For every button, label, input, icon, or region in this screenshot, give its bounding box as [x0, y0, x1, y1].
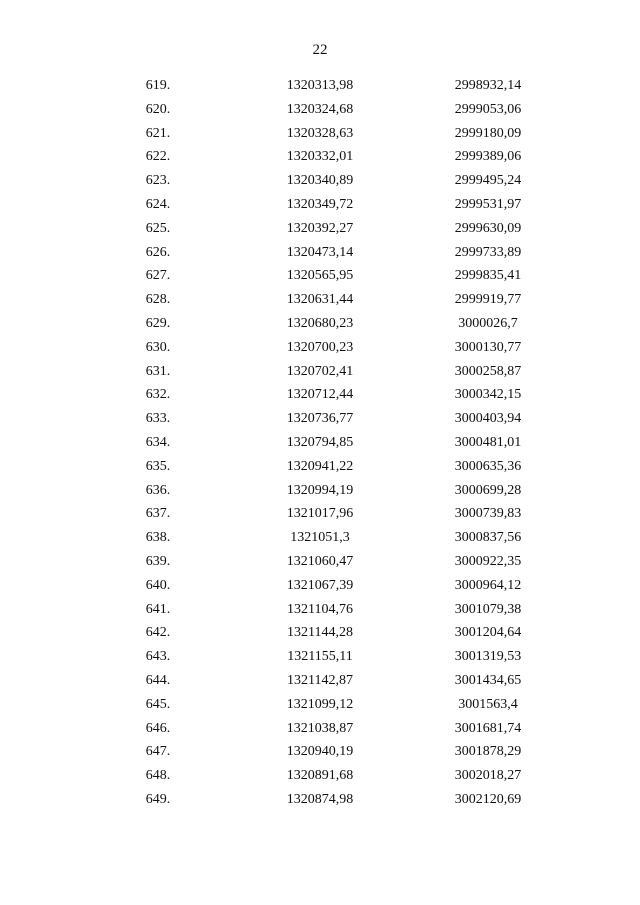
point-number: 622.	[145, 149, 171, 165]
point-number: 644.	[145, 672, 171, 688]
page-number: 22	[312, 42, 328, 58]
y-coordinate: 2999495,24	[454, 173, 522, 189]
y-coordinate: 2999733,89	[454, 244, 522, 260]
y-coordinate: 2998932,14	[454, 78, 522, 93]
x-coordinate: 1320700,23	[286, 339, 354, 355]
x-coordinate: 1321142,87	[287, 672, 353, 688]
x-coordinate: 1321104,76	[287, 601, 353, 617]
x-coordinate: 1321067,39	[286, 577, 354, 593]
y-coordinate: 3000922,35	[454, 553, 522, 569]
y-coordinate: 2999531,97	[454, 196, 522, 212]
x-coordinate: 1321060,47	[286, 553, 354, 569]
table-row	[0, 693, 640, 717]
table-row	[0, 360, 640, 384]
x-coordinate: 1320712,44	[286, 387, 354, 403]
y-coordinate: 3000026,7	[458, 315, 518, 331]
table-row	[0, 74, 640, 98]
coordinate-table	[0, 74, 640, 812]
y-coordinate: 2999630,09	[454, 220, 522, 236]
table-row	[0, 98, 640, 122]
point-number: 638.	[145, 530, 171, 546]
table-row	[0, 717, 640, 741]
table-row	[0, 336, 640, 360]
point-number: 649.	[145, 791, 171, 807]
x-coordinate: 1320631,44	[286, 292, 354, 308]
y-coordinate: 3000130,77	[454, 339, 522, 355]
point-number: 647.	[145, 744, 171, 760]
point-number: 639.	[145, 553, 171, 569]
x-coordinate: 1320891,68	[286, 768, 354, 784]
x-coordinate: 1320392,27	[286, 220, 354, 236]
point-number: 634.	[145, 434, 171, 450]
table-row	[0, 169, 640, 193]
y-coordinate: 3001434,65	[454, 672, 522, 688]
x-coordinate: 1321051,3	[290, 530, 350, 546]
y-coordinate: 3000837,56	[454, 530, 522, 546]
table-row	[0, 193, 640, 217]
x-coordinate: 1320941,22	[286, 458, 354, 474]
x-coordinate: 1320332,01	[286, 149, 354, 165]
point-number: 642.	[145, 625, 171, 641]
point-number: 630.	[145, 339, 171, 355]
x-coordinate: 1320328,63	[286, 125, 354, 141]
table-row	[0, 669, 640, 693]
y-coordinate: 2999919,77	[454, 292, 522, 308]
y-coordinate: 3001319,53	[454, 649, 522, 665]
y-coordinate: 2999180,09	[454, 125, 522, 141]
table-row	[0, 383, 640, 407]
table-row	[0, 740, 640, 764]
x-coordinate: 1320680,23	[286, 315, 354, 331]
y-coordinate: 3001681,74	[454, 720, 522, 736]
y-coordinate: 3000258,87	[454, 363, 522, 379]
table-row	[0, 264, 640, 288]
y-coordinate: 3000739,83	[454, 506, 522, 522]
table-row	[0, 598, 640, 622]
point-number: 626.	[145, 244, 171, 260]
y-coordinate: 3001079,38	[454, 601, 522, 617]
table-row	[0, 312, 640, 336]
y-coordinate: 3000699,28	[454, 482, 522, 498]
table-row	[0, 574, 640, 598]
y-coordinate: 2999835,41	[454, 268, 522, 284]
point-number: 646.	[145, 720, 171, 736]
table-row	[0, 788, 640, 812]
y-coordinate: 3001563,4	[458, 696, 518, 712]
point-number: 643.	[145, 649, 171, 665]
table-row	[0, 526, 640, 550]
point-number: 640.	[145, 577, 171, 593]
point-number: 635.	[145, 458, 171, 474]
table-row	[0, 621, 640, 645]
table-row	[0, 455, 640, 479]
point-number: 627.	[145, 268, 171, 284]
point-number: 629.	[145, 315, 171, 331]
point-number: 632.	[145, 387, 171, 403]
table-row	[0, 407, 640, 431]
point-number: 628.	[145, 292, 171, 308]
point-number: 619.	[145, 78, 171, 93]
y-coordinate: 3000635,36	[454, 458, 522, 474]
point-number: 631.	[145, 363, 171, 379]
x-coordinate: 1321038,87	[286, 720, 354, 736]
table-row	[0, 145, 640, 169]
point-number: 637.	[145, 506, 171, 522]
x-coordinate: 1320940,19	[286, 744, 354, 760]
point-number: 645.	[145, 696, 171, 712]
point-number: 625.	[145, 220, 171, 236]
x-coordinate: 1321144,28	[287, 625, 353, 641]
y-coordinate: 3000964,12	[454, 577, 522, 593]
point-number: 636.	[145, 482, 171, 498]
x-coordinate: 1321099,12	[286, 696, 354, 712]
y-coordinate: 3000342,15	[454, 387, 522, 403]
point-number: 623.	[145, 173, 171, 189]
point-number: 633.	[145, 411, 171, 427]
x-coordinate: 1320340,89	[286, 173, 354, 189]
x-coordinate: 1320794,85	[286, 434, 354, 450]
x-coordinate: 1320349,72	[286, 196, 354, 212]
y-coordinate: 3001878,29	[454, 744, 522, 760]
x-coordinate: 1320473,14	[286, 244, 354, 260]
y-coordinate: 3001204,64	[454, 625, 522, 641]
table-row	[0, 502, 640, 526]
x-coordinate: 1320313,98	[286, 78, 354, 93]
table-row	[0, 645, 640, 669]
x-coordinate: 1320994,19	[286, 482, 354, 498]
x-coordinate: 1320702,41	[286, 363, 354, 379]
table-row	[0, 288, 640, 312]
y-coordinate: 3002018,27	[454, 768, 522, 784]
x-coordinate: 1320736,77	[286, 411, 354, 427]
y-coordinate: 2999053,06	[454, 101, 522, 117]
x-coordinate: 1320565,95	[286, 268, 354, 284]
point-number: 641.	[145, 601, 171, 617]
point-number: 621.	[145, 125, 171, 141]
x-coordinate: 1321155,11	[287, 649, 353, 665]
table-row	[0, 217, 640, 241]
y-coordinate: 2999389,06	[454, 149, 522, 165]
table-row	[0, 764, 640, 788]
y-coordinate: 3000403,94	[454, 411, 522, 427]
point-number: 648.	[145, 768, 171, 784]
x-coordinate: 1320324,68	[286, 101, 354, 117]
point-number: 620.	[145, 101, 171, 117]
point-number: 624.	[145, 196, 171, 212]
table-row	[0, 122, 640, 146]
table-row	[0, 550, 640, 574]
x-coordinate: 1321017,96	[286, 506, 354, 522]
y-coordinate: 3000481,01	[454, 434, 522, 450]
table-row	[0, 241, 640, 265]
x-coordinate: 1320874,98	[286, 791, 354, 807]
table-row	[0, 431, 640, 455]
y-coordinate: 3002120,69	[454, 791, 522, 807]
table-row	[0, 479, 640, 503]
